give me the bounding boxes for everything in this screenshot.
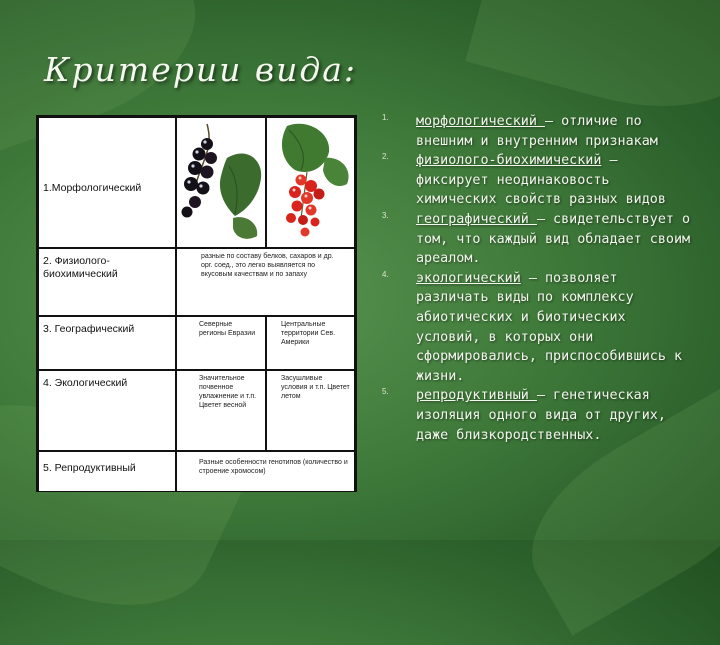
criteria-term: экологический bbox=[416, 270, 521, 286]
row-note bbox=[177, 452, 354, 491]
table-row bbox=[39, 247, 354, 317]
table-row bbox=[39, 315, 354, 371]
criteria-term: географический bbox=[416, 211, 537, 227]
row-cell-text: Центральные территории Сев. Америки bbox=[281, 321, 336, 346]
row-note bbox=[177, 249, 354, 317]
criteria-item bbox=[376, 149, 696, 208]
item-number: 5. bbox=[382, 387, 389, 397]
red-currant-image bbox=[267, 118, 354, 247]
criteria-item bbox=[376, 384, 696, 443]
row-cell bbox=[267, 317, 354, 371]
criteria-item bbox=[376, 208, 696, 267]
item-number: 4. bbox=[382, 269, 389, 279]
row-note-text: Разные особенности генотипов (количество и строение хромосом) bbox=[199, 459, 348, 475]
row-cell-text: Северные регионы Евразии bbox=[199, 321, 256, 337]
row-label-text: 1.Морфологический bbox=[43, 182, 142, 194]
row-label-text: 3. Географический bbox=[43, 323, 135, 335]
criteria-term: репродуктивный bbox=[416, 388, 537, 404]
criteria-description: – отличие по внешним и внутренним признакам bbox=[416, 114, 658, 149]
criteria-description: – свидетельствует о том, что каждый вид обладает своим ареалом. bbox=[416, 211, 691, 267]
item-number: 1. bbox=[382, 113, 389, 122]
slide-title: Критерии вида: bbox=[44, 50, 358, 89]
item-number: 3. bbox=[382, 210, 389, 220]
row-label bbox=[39, 249, 175, 317]
criteria-term: физиолого-биохимический bbox=[416, 153, 602, 169]
row-label-text: 4. Экологический bbox=[43, 377, 128, 389]
criteria-table bbox=[36, 115, 357, 492]
row-label bbox=[39, 371, 175, 452]
row-cell bbox=[177, 317, 265, 371]
row-label bbox=[39, 118, 175, 247]
row-cell-text: Значительное почвенное увлажнение и т.п. Цветет весной bbox=[199, 375, 257, 409]
black-currant-image bbox=[177, 118, 265, 247]
criteria-term: морфологический bbox=[416, 114, 545, 129]
table-row bbox=[39, 450, 354, 491]
table-row bbox=[39, 118, 354, 247]
row-note-text: разные по составу белков, сахаров и др. орг. соед., это легко выявляется по вкусовым качествам и по запаху bbox=[201, 253, 334, 278]
row-cell-text: Засушливые условия и т.п. Цветет летом bbox=[281, 375, 350, 400]
criteria-description: – генетическая изоляция одного вида от других, даже близкородственных. bbox=[416, 388, 666, 443]
row-label-text: 2. Физиолого-биохимический bbox=[43, 255, 118, 280]
item-number: 2. bbox=[382, 152, 389, 162]
criteria-item bbox=[376, 267, 696, 385]
criteria-list bbox=[376, 110, 696, 443]
criteria-description: – фиксирует неодинаковость химических свойств разных видов bbox=[416, 153, 666, 208]
row-cell bbox=[267, 371, 354, 452]
table-row bbox=[39, 369, 354, 452]
criteria-item bbox=[376, 110, 696, 149]
row-label-text: 5. Репродуктивный bbox=[43, 462, 136, 474]
row-label bbox=[39, 317, 175, 371]
row-label bbox=[39, 452, 175, 491]
criteria-description: – позволяет различать виды по комплексу абиотических и биотических условий, в которых они сформировались, приспособившись к жизни. bbox=[416, 270, 683, 384]
row-cell bbox=[177, 371, 265, 452]
